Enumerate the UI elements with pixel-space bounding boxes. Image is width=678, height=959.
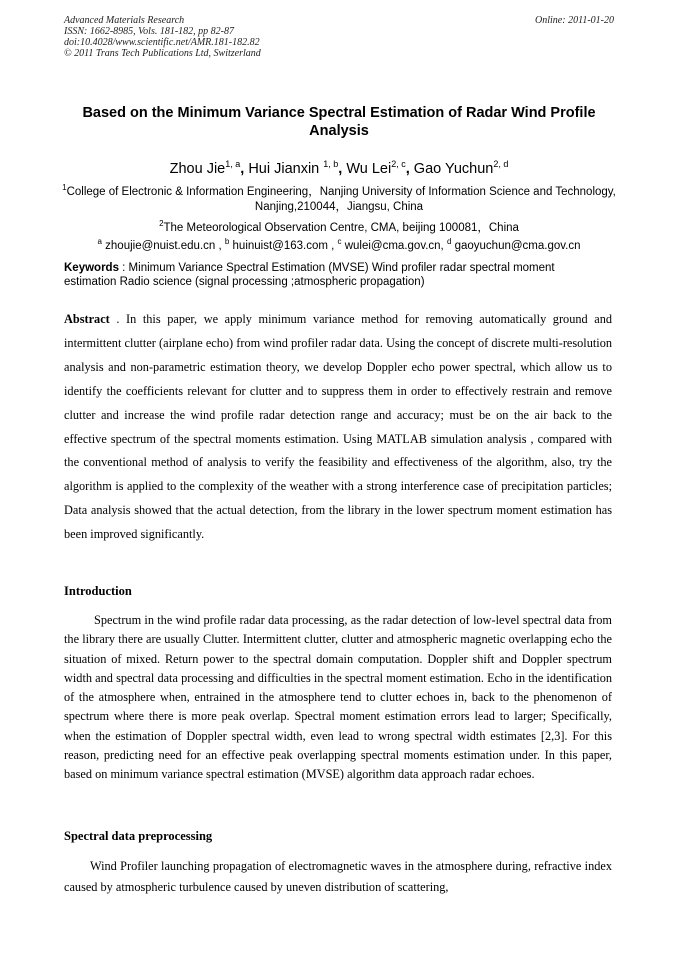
author-name: Hui Jianxin (248, 160, 324, 177)
journal-name: Advanced Materials Research (64, 15, 185, 26)
email-sup: d (446, 237, 452, 246)
keywords-label: Keywords (64, 262, 119, 274)
author-sep: , (405, 160, 414, 177)
email[interactable]: wulei@cma.gov.cn, (341, 239, 447, 252)
email[interactable]: zhoujie@nuist.edu.cn , (101, 239, 225, 252)
aff-sup: 1 (62, 183, 67, 192)
journal-doi: doi:10.4028/www.scientific.net/AMR.181-182.82 (64, 37, 260, 48)
author-sep: , (338, 160, 347, 177)
keywords-text: : Minimum Variance Spectral Estimation (MVSE) Wind profiler radar spectral moment estimation Radio science (signal processing ;atmospheric propagation) (64, 262, 555, 288)
abstract-text: . In this paper, we apply minimum variance method for removing automatically ground and intermittent clutter (airplane echo) from wind profiler radar data. Using the concept of discrete multi-resolution analysis and non-parametric estimation theory, we develop Doppler echo power spectral, which allow us to identify the coefficients relevant for clutter and to suppress them in order to effectively restrain and remove clutter and increase the wind profile radar detection range and accuracy; must be on the air back to the effective spectrum of the spectral moments estimation. Using MATLAB simulation analysis , compared with the conventional method of analysis to verify the feasibility and effectiveness of the algorithm, also, try the algorithm is applied to the complexity of the weather with a strong interference case of precipitation particles; Data analysis showed that the actual detection, from the library in the lower spectrum moment estimation has been improved significantly. (64, 312, 612, 542)
aff-text: The Meteorological Observation Centre, CMA, beijing 100081，China (163, 221, 519, 234)
aff-text: College of Electronic & Information Engineering，Nanjing University of Information Science and Technology, Nanjing,210044，Jiangsu, China (66, 185, 616, 213)
author-name: Gao Yuchun (413, 160, 494, 177)
prep-paragraph (64, 856, 612, 898)
email[interactable]: gaoyuchun@cma.gov.cn (451, 239, 581, 252)
email-sup: c (337, 237, 342, 246)
keywords (64, 261, 588, 289)
author-sup: 2, c (391, 159, 406, 169)
journal-copyright: © 2011 Trans Tech Publications Ltd, Switzerland (64, 48, 261, 59)
section-heading: Spectral data preprocessing (64, 829, 213, 843)
author-sep: , (240, 160, 249, 177)
abstract (64, 308, 612, 547)
aff-sup: 2 (159, 219, 164, 228)
email-list (50, 234, 628, 254)
author-sup: 1, a (225, 159, 241, 169)
author-list (40, 155, 638, 178)
paper-title: Based on the Minimum Variance Spectral Estimation of Radar Wind Profile Analysis (82, 105, 596, 139)
section-heading: Introduction (64, 584, 132, 598)
email-sup: b (224, 237, 230, 246)
author-sup: 1, b (323, 159, 339, 169)
affiliation-2 (50, 216, 628, 236)
affiliation-1 (50, 180, 628, 215)
journal-header (64, 15, 614, 59)
author-name: Zhou Jie (169, 160, 226, 177)
abstract-label: Abstract (64, 312, 110, 326)
email[interactable]: huinuist@163.com , (229, 239, 338, 252)
prep-text: Wind Profiler launching propagation of electromagnetic waves in the atmosphere during, refractive index caused by atmospheric turbulence caused by uneven distribution of scattering, (64, 859, 612, 894)
email-sup: a (97, 237, 102, 246)
author-sup: 2, d (493, 159, 509, 169)
online-date: Online: 2011-01-20 (535, 15, 614, 26)
journal-issn: ISSN: 1662-8985, Vols. 181-182, pp 82-87 (64, 26, 234, 37)
intro-paragraph (64, 611, 612, 785)
author-name: Wu Lei (346, 160, 392, 177)
intro-text: Spectrum in the wind profile radar data processing, as the radar detection of low-level spectral data from the library there are usually Clutter. Intermittent clutter, clutter and atmospheric magnetic overlapping echo the situation of mixed. Return power to the spectral domain computation. Doppler shift and Doppler spectrum width and spectral data processing and difficulties in the spectral moment estimation. Echo in the identification of the atmosphere when, entrained in the atmosphere tend to clutter echoes in, back to the phenomenon of spectrum where there is more peak overlap. Spectral moment estimation errors lead to larger; Specifically, when the estimation of Doppler spectral width, even lead to wrong spectral width estimates [2,3]. For this reason, predicting need for an effective peak overlapping spectral moments estimation under. In this paper, based on minimum variance spectral estimation (MVSE) algorithm data approach radar echoes. (64, 613, 612, 782)
